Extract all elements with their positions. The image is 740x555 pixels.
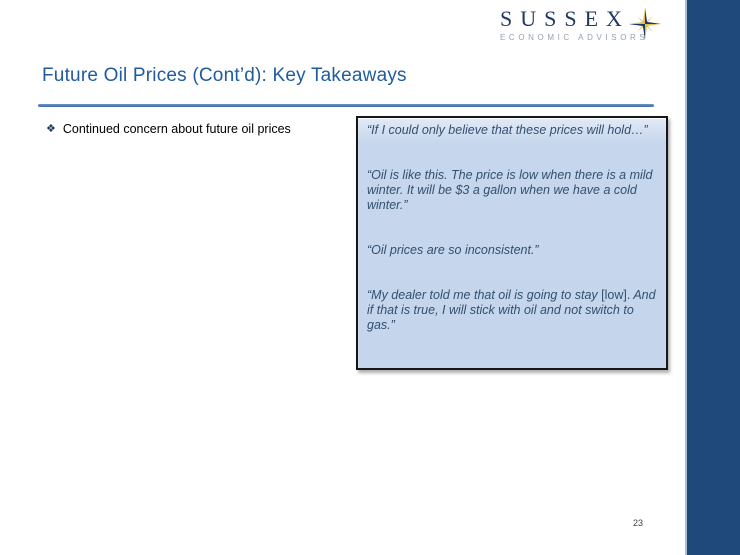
- quote-4-bracketed: [low].: [601, 288, 631, 302]
- bullet-item: [46, 122, 346, 137]
- diamond-bullet-icon: ❖: [46, 123, 56, 135]
- quote-4-italic-start: “My dealer told me that oil is going to stay: [367, 288, 602, 302]
- logo-tagline: ECONOMIC ADVISORS: [500, 33, 649, 42]
- quote-2: “Oil is like this. The price is low when there is a mild winter. It will be $3 a gallon when we have a cold winter.”: [367, 168, 653, 212]
- compass-star-icon: [628, 6, 662, 42]
- quote-3: “Oil prices are so inconsistent.”: [367, 243, 539, 257]
- quote-4: [367, 288, 657, 333]
- page-title: Future Oil Prices (Cont’d): Key Takeaways: [42, 65, 407, 86]
- page-number: 23: [632, 518, 643, 528]
- quotes-panel: [356, 116, 668, 370]
- title-divider: [38, 104, 654, 107]
- quote-1: “If I could only believe that these prices will hold…”: [367, 123, 648, 137]
- quote-4-italic-end: And if that is true, I will stick with oil and not switch to gas.”: [367, 288, 656, 332]
- bullet-text: Continued concern about future oil prices: [62, 122, 291, 136]
- right-sidebar-band: [685, 0, 740, 555]
- logo-name: SUSSEX: [500, 6, 630, 31]
- logo: [500, 7, 670, 42]
